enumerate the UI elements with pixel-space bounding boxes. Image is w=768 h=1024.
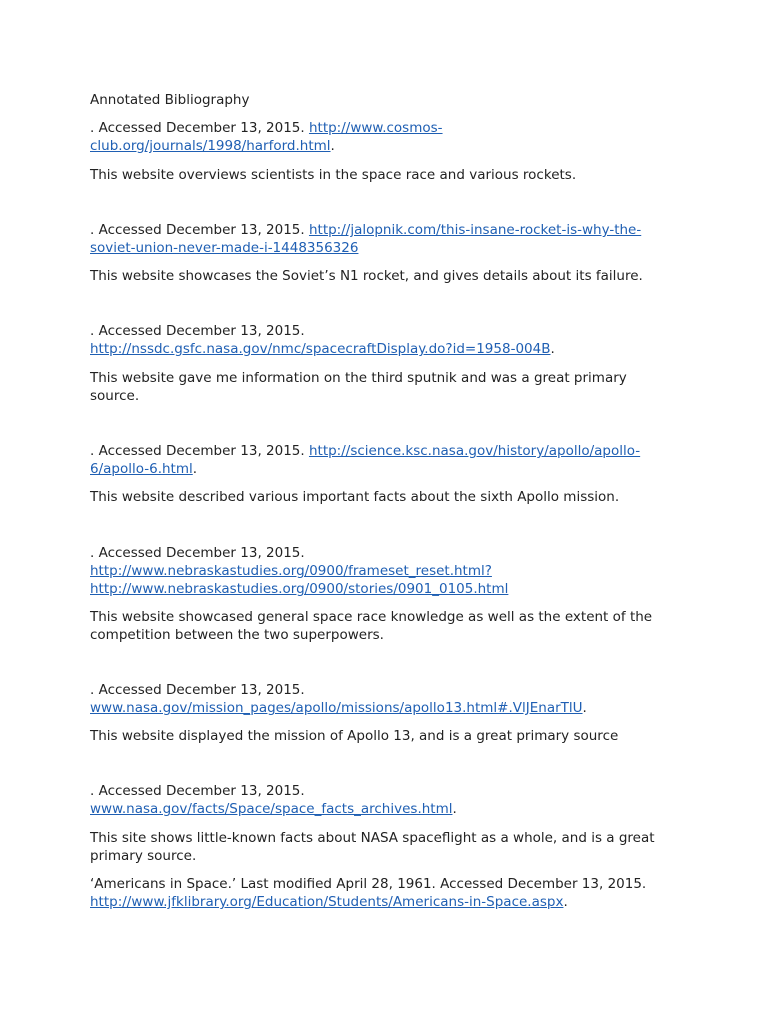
citation-1: . Accessed December 13, 2015. http://www.cosmos- club.org/journals/1998/harford.html. bbox=[90, 120, 443, 154]
citation-text: . Accessed December 13, 2015. bbox=[90, 120, 309, 136]
annotation-6: This website displayed the mission of Apollo 13, and is a great primary source bbox=[90, 728, 619, 744]
citation-8: ‘Americans in Space.’ Last modified April 28, 1961. Accessed December 13, 2015. http://www.jfklibrary.org/Education/Students/Americans-in-Space.aspx. bbox=[90, 876, 647, 910]
citation-2 bbox=[90, 221, 690, 257]
citation-link[interactable]: http://nssdc.gsfc.nasa.gov/nmc/spacecraftDisplay.do?id=1958-004B bbox=[90, 341, 551, 357]
annotation-4: This website described various important facts about the sixth Apollo mission. bbox=[90, 489, 620, 505]
annotation-2: This website showcases the Soviet’s N1 rocket, and gives details about its failure. bbox=[90, 268, 643, 284]
citation-link[interactable]: http://jalopnik.com/this-insane-rocket-is-why-the- soviet-union-never-made-i-1448356326 bbox=[90, 222, 642, 256]
annotation-5: This website showcased general space race knowledge as well as the extent of the competition between the two superpowers. bbox=[90, 609, 653, 643]
citation-6: . Accessed December 13, 2015. www.nasa.gov/mission_pages/apollo/missions/apollo13.html#.VlJEnarTlU. bbox=[90, 682, 587, 716]
citation-5 bbox=[90, 544, 690, 598]
citation-7: . Accessed December 13, 2015. www.nasa.gov/facts/Space/space_facts_archives.html. bbox=[90, 783, 457, 817]
citation-link[interactable]: http://www.cosmos- club.org/journals/1998/harford.html bbox=[90, 120, 443, 154]
citation-link[interactable]: http://science.ksc.nasa.gov/history/apollo/apollo- 6/apollo-6.html bbox=[90, 443, 641, 477]
annotation-3: This website gave me information on the third sputnik and was a great primary source. bbox=[90, 370, 627, 404]
citation-link[interactable]: http://www.jfklibrary.org/Education/Students/Americans-in-Space.aspx bbox=[90, 894, 564, 910]
citation-text: . Accessed December 13, 2015. bbox=[90, 783, 305, 799]
citation-text: . Accessed December 13, 2015. bbox=[90, 222, 309, 238]
citation-4: . Accessed December 13, 2015. http://science.ksc.nasa.gov/history/apollo/apollo- 6/apollo-6.html. bbox=[90, 443, 641, 477]
citation-link[interactable]: www.nasa.gov/mission_pages/apollo/missions/apollo13.html#.VlJEnarTlU bbox=[90, 700, 583, 716]
annotation-7: This site shows little-known facts about NASA spaceflight as a whole, and is a great primary source. bbox=[90, 830, 655, 864]
citation-text: . Accessed December 13, 2015. bbox=[90, 323, 305, 339]
page-title: Annotated Bibliography bbox=[90, 92, 250, 108]
citation-link[interactable]: www.nasa.gov/facts/Space/space_facts_archives.html bbox=[90, 801, 453, 817]
citation-3: . Accessed December 13, 2015. http://nssdc.gsfc.nasa.gov/nmc/spacecraftDisplay.do?id=1958-004B. bbox=[90, 323, 555, 357]
annotation-1: This website overviews scientists in the space race and various rockets. bbox=[90, 167, 577, 183]
citation-text: . Accessed December 13, 2015. bbox=[90, 443, 309, 459]
citation-text: . Accessed December 13, 2015. bbox=[90, 682, 305, 698]
citation-text: . Accessed December 13, 2015. bbox=[90, 545, 305, 561]
citation-text: ‘Americans in Space.’ Last modified April 28, 1961. Accessed December 13, 2015. bbox=[90, 876, 647, 892]
citation-link[interactable]: http://www.nebraskastudies.org/0900/frameset_reset.html? http://www.nebraskastudies.org/0900/stories/0901_0105.html bbox=[90, 563, 509, 597]
